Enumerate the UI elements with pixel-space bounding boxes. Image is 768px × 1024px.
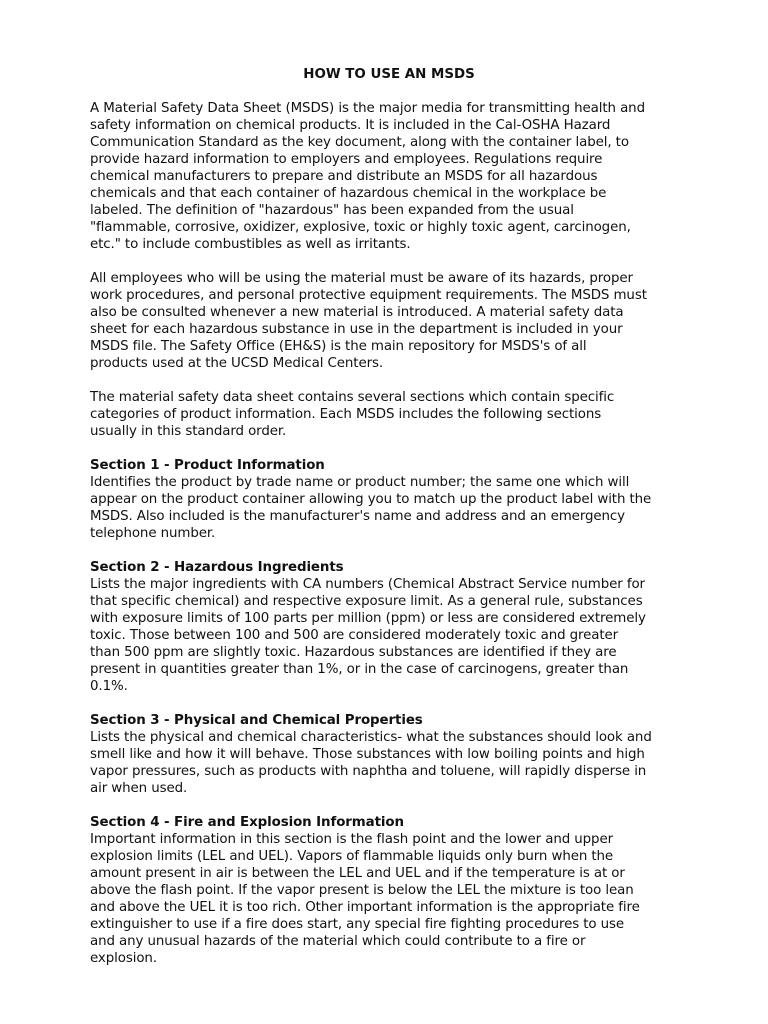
- employees-paragraph: All employees who will be using the material must be aware of its hazards, proper work procedures, and personal protective equipment requirements. The MSDS must also be consulted whenever a new material is introduced. A material safety data sheet for each hazardous substance in use in the department is included in your MSDS file. The Safety Office (EH&S) is the main repository for MSDS's of all products used at the UCSD Medical Centers.: [90, 271, 647, 371]
- sections-overview-paragraph: The material safety data sheet contains several sections which contain specific categories of product information. Each MSDS includes the following sections usually in this standard order.: [90, 390, 615, 439]
- section-3: [90, 712, 688, 797]
- section-heading: Section 2 - Hazardous Ingredients: [90, 560, 344, 575]
- document-page: [90, 66, 688, 984]
- section-1: [90, 457, 688, 542]
- document-title: HOW TO USE AN MSDS: [303, 67, 475, 82]
- section-body: Important information in this section is the flash point and the lower and upper explosion limits (LEL and UEL). Vapors of flammable liquids only burn when the amount present in air is between the LEL and UEL and if the temperature is at or above the flash point. If the vapor present is below the LEL the mixture is too lean and above the UEL it is too rich. Other important information is the appropriate fire extinguisher to use if a fire does start, any special fire fighting procedures to use and any unusual hazards of the material which could contribute to a fire or explosion.: [90, 832, 640, 966]
- section-heading: Section 3 - Physical and Chemical Properties: [90, 713, 423, 728]
- section-2: [90, 559, 688, 695]
- section-heading: Section 1 - Product Information: [90, 458, 325, 473]
- section-heading: Section 4 - Fire and Explosion Information: [90, 815, 404, 830]
- intro-paragraph: A Material Safety Data Sheet (MSDS) is the major media for transmitting health and safety information on chemical products. It is included in the Cal-OSHA Hazard Communication Standard as the key document, along with the container label, to provide hazard information to employers and employees. Regulations require chemical manufacturers to prepare and distribute an MSDS for all hazardous chemicals and that each container of hazardous chemical in the workplace be labeled. The definition of "hazardous" has been expanded from the usual "flammable, corrosive, oxidizer, explosive, toxic or highly toxic agent, carcinogen, etc." to include combustibles as well as irritants.: [90, 101, 645, 252]
- section-4: [90, 814, 688, 967]
- section-body: Lists the major ingredients with CA numbers (Chemical Abstract Service number for that specific chemical) and respective exposure limit. As a general rule, substances with exposure limits of 100 parts per million (ppm) or less are considered extremely toxic. Those between 100 and 500 are considered moderately toxic and greater than 500 ppm are slightly toxic. Hazardous substances are identified if they are present in quantities greater than 1%, or in the case of carcinogens, greater than 0.1%.: [90, 577, 646, 694]
- section-body: Lists the physical and chemical characteristics- what the substances should look and smell like and how it will behave. Those substances with low boiling points and high vapor pressures, such as products with naphtha and toluene, will rapidly disperse in air when used.: [90, 730, 652, 796]
- section-body: Identifies the product by trade name or product number; the same one which will appear on the product container allowing you to match up the product label with the MSDS. Also included is the manufacturer's name and address and an emergency telephone number.: [90, 475, 652, 541]
